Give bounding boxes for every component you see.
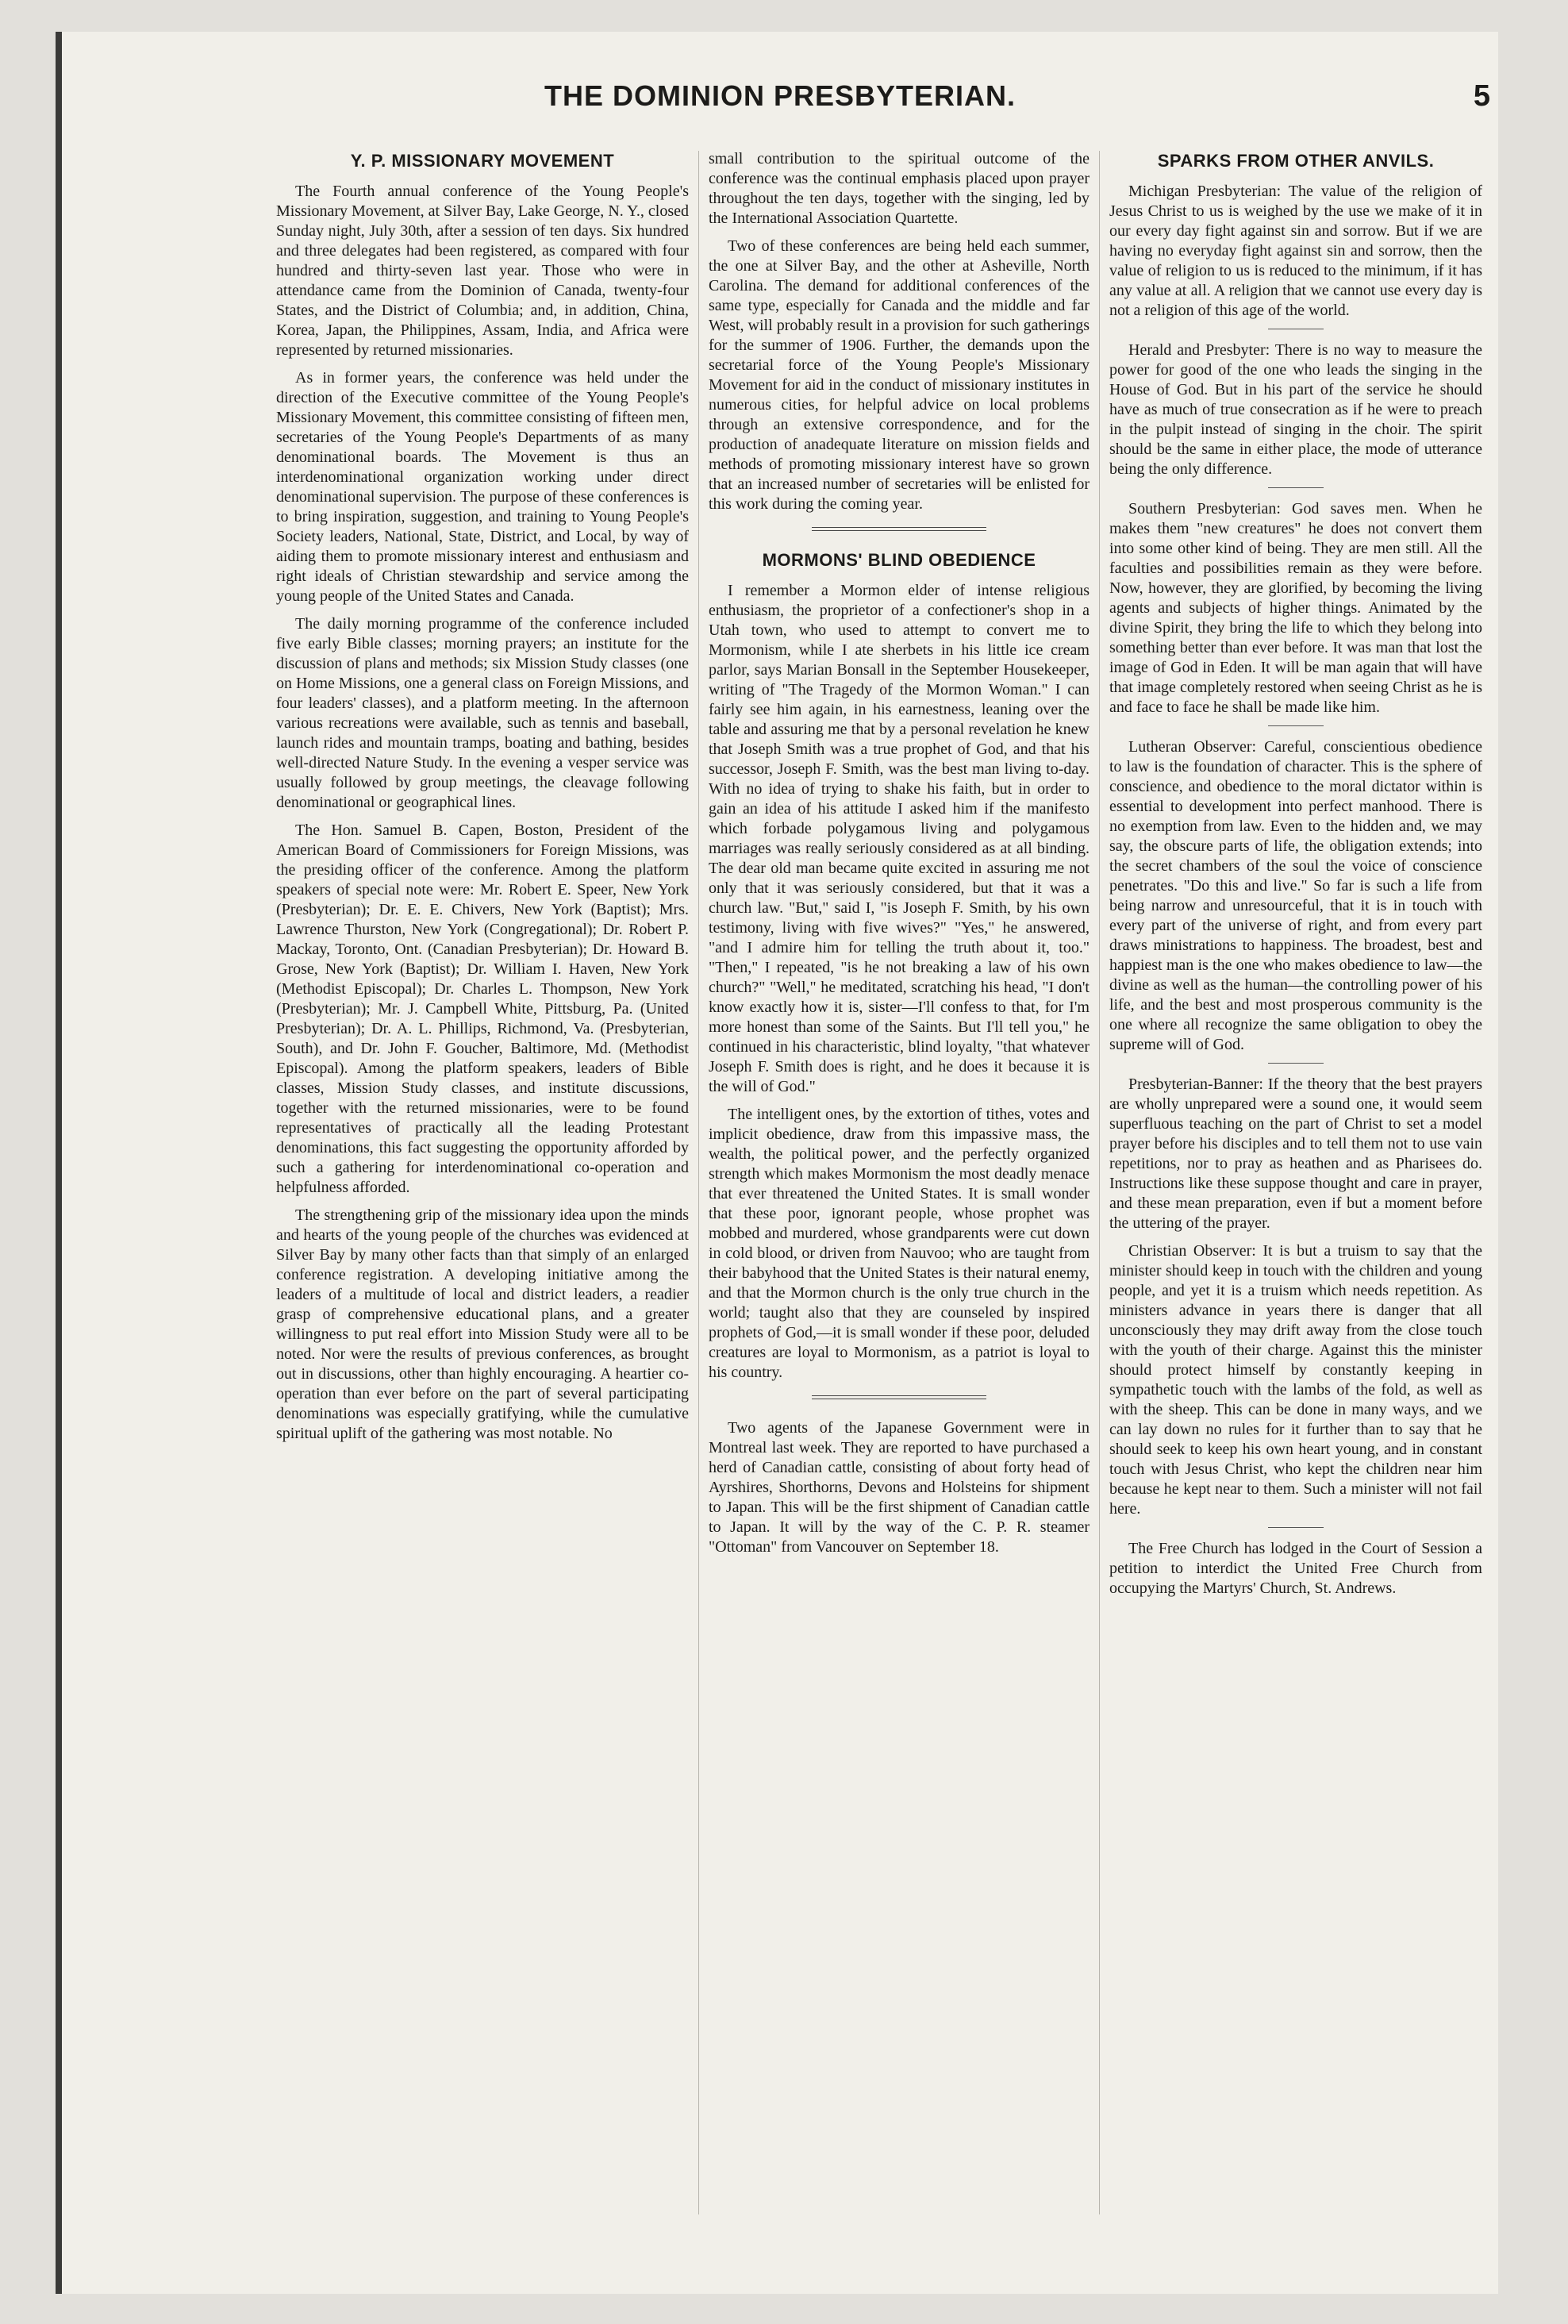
short-divider <box>1268 725 1324 726</box>
article-heading-sparks: SPARKS FROM OTHER ANVILS. <box>1157 151 1435 171</box>
short-divider <box>1268 487 1324 488</box>
column-2 <box>709 149 1090 2276</box>
news-item: Two agents of the Japanese Government were in Montreal last week. They are reported to have purchased a herd of Canadian cattle, consisting of about forty head of Ayrshires, Shorthorns, Devons and Holsteins for shipment to Japan. This will be the first shipment of Canadian cattle to Japan. It will by the way of the C. P. R. steamer "Ottoman" from Vancouver on September 18. <box>709 1419 1090 1556</box>
article-paragraph: I remember a Mormon elder of intense religious enthusiasm, the proprietor of a confectioner's shop in a Utah town, who used to attempt to convert me to Mormonism, while I ate sherbets in his little ice cream parlor, says Marian Bonsall in the September Housekeeper, writing of "The Tragedy of the Mormon Woman." I can fairly see him again, in his earnestness, leaning over the table and assuring me that by a personal revelation he knew that Joseph Smith was a true prophet of God, and that his successor, Joseph F. Smith, was the best man living to-day. With no idea of trying to shake his faith, but in order to gain an idea of his attitude I asked him if the manifesto which forbade polygamous living and polygamous marriages was really seriously considered as at all binding. The dear old man became quite excited in assuring me not only that it was seriously considered, but that it was a church law. "But," said I, "is Joseph F. Smith, by his own testimony, living with five wives?" "Yes," he answered, "and I admire him for telling the truth about it, too." "Then," I repeated, "is he not breaking a law of his own church?" "Well," he meditated, scratching his head, "I don't know exactly how it is, sister—I'll confess to that, for I'm more honest than some of the Saints. But I'll tell you," he continued in his characteristic, blind loyalty, "that whatever Joseph F. Smith does is right, and he does it because it is the will of God." <box>709 582 1090 1095</box>
article-paragraph: As in former years, the conference was held under the direction of the Executive committee of the Young People's Missionary Movement, this committee consisting of fifteen men, secretaries of the Young People's Departments of as many denominational boards. The Movement is thus an interdenominational organization working under direct denominational supervision. The purpose of these conferences is to bring inspiration, suggestion, and training to Young People's Society leaders, National, State, District, and Local, by way of aiding them to promote missionary interest and enthusiasm and right ideals of Christian stewardship and service among the young people of the United States and Canada. <box>276 369 689 605</box>
newspaper-page <box>56 32 1498 2294</box>
section-divider <box>812 1395 986 1399</box>
article-paragraph: The strengthening grip of the missionary idea upon the minds and hearts of the young people of the churches was evidenced at Silver Bay by many other facts than that simply of an enlarged conference registration. A developing initiative among the leaders of a multitude of local and district leaders, a readier grasp of comprehensive educational plans, and a greater willingness to put real effort into Mission Study were all to be noted. Nor were the results of previous conferences, as brought out in discussions, other than highly encouraging. A heartier co-operation than ever before on the part of several participating denominations was especially gratifying, while the cumulative spiritual uplift of the gathering was most notable. No <box>276 1206 689 1442</box>
page-number: 5 <box>1473 79 1490 113</box>
article-paragraph: The Fourth annual conference of the Young People's Missionary Movement, at Silver Bay, Lake George, N. Y., closed Sunday night, July 30th, after a session of ten days. Six hundred and three delegates had been registered, as compared with four hundred and thirty-seven last year. Those who were in attendance came from the Dominion of Canada, twenty-four States, and the District of Columbia; and, in addition, China, Korea, Japan, the Philippines, Assam, India, and Africa were represented by returned missionaries. <box>276 183 689 359</box>
quote-paragraph: Christian Observer: It is but a truism to say that the minister should keep in touch with the children and young people, and yet it is a truism which needs repetition. As ministers advance in years there is danger that all unconsciously they may drift away from the close touch with the youth of their charge. Against this the minister should protect himself by constantly keeping in sympathetic touch with the lambs of the fold, as well as with the sheep. This can be done in many ways, and we can lay down no rules for it further than to say that he should seek to keep his own heart young, and in constant touch with Jesus Christ, who kept the children near him because he kept near to them. Such a minister will not fail here. <box>1109 1242 1482 1518</box>
article-paragraph: The daily morning programme of the conference included five early Bible classes; morning prayers; an institute for the discussion of plans and methods; six Mission Study classes (one on Home Missions, one a general class on Foreign Missions, and four leaders' classes), and a platform meeting. In the afternoon various recreations were available, such as tennis and baseball, launch rides and mountain tramps, boating and bathing, besides well-directed Nature Study. In the evening a vesper service was usually followed by group meetings, the cleavage following denominational or geographical lines. <box>276 615 689 811</box>
section-divider <box>812 527 986 531</box>
column-rule <box>698 151 699 2214</box>
quote-paragraph: Southern Presbyterian: God saves men. When he makes them "new creatures" he does not convert them into some other kind of being. They are men still. All the faculties and possibilities remain as they were before. Now, however, they are glorified, by becoming the living agents and subjects of higher things. Animated by the divine Spirit, they bring the life to which they belong into something better than ever before. It was man that lost the image of God in Eden. It will be man again that will have that image completely restored when seeing Christ as he is and face to face he shall be made like him. <box>1109 500 1482 716</box>
article-paragraph: Two of these conferences are being held each summer, the one at Silver Bay, and the other at Asheville, North Carolina. The demand for additional conferences of the same type, especially for Canada and the middle and far West, will probably result in a provision for such gatherings for the summer of 1906. Further, the demands upon the secretarial force of the Young People's Missionary Movement for aid in the conduct of missionary institutes in numerous cities, for helpful advice on local problems through an extensive correspondence, and for the production of anadequate literature on mission fields and methods of promoting missionary interest have so grown that an increased number of secretaries will be enlisted for this work during the coming year. <box>709 237 1090 513</box>
short-divider <box>1268 1527 1324 1528</box>
quote-paragraph: Herald and Presbyter: There is no way to measure the power for good of the one who leads the singing in the House of God. But in his part of the service he should have as much of true consecration as if he were to preach in the pulpit instead of singing in the choir. The spirit should be the same in either place, the mode of utterance being the only difference. <box>1109 341 1482 478</box>
quote-paragraph: Lutheran Observer: Careful, conscientious obedience to law is the foundation of character. This is the sphere of conscience, and obedience to the moral dictator within is essential to development into perfect manhood. There is no exemption from law. Even to the hidden and, we may say, the obscure parts of life, the obligation extends; into the secret chambers of the soul the voice of conscience penetrates. "Do this and live." So far is such a life from being narrow and unresourceful, that it is in touch with every part of the universe of right, and from every part draws ministrations to happiness. The broadest, best and happiest man is the one who makes obedience to law—the divine as well as the human—the controlling power of his life, and the best and most prosperous community is the one where all recognize the same obligation to obey the supreme will of God. <box>1109 738 1482 1053</box>
newspaper-title: THE DOMINION PRESBYTERIAN. <box>544 79 1017 112</box>
masthead <box>62 79 1498 135</box>
article-heading-mormons: MORMONS' BLIND OBEDIENCE <box>762 550 1036 570</box>
article-paragraph: The Hon. Samuel B. Capen, Boston, President of the American Board of Commissioners for Foreign Missions, was the presiding officer of the conference. Among the platform speakers of special note were: Mr. Robert E. Speer, New York (Presbyterian); Dr. E. E. Chivers, New York (Baptist); Mrs. Lawrence Thurston, New York (Congregational); Dr. Robert P. Mackay, Toronto, Ont. (Canadian Presbyterian); Dr. Howard B. Grose, New York (Baptist); Dr. William I. Haven, New York (Methodist Episcopal); Dr. Charles L. Thompson, New York (Presbyterian); Mr. J. Campbell White, Pittsburg, Pa. (United Presbyterian); Dr. A. L. Phillips, Richmond, Va. (Presbyterian, South), and Dr. John F. Goucher, Baltimore, Md. (Methodist Episcopal). Among the platform speakers, leaders of Bible classes, Mission Study classes, and institute discussions, together with the returned missionaries, were to be found representatives of practically all the leading Protestant denominations, this fact suggesting the opportunity afforded by such a gathering for interdenominational co-operation and helpfulness afforded. <box>276 821 689 1196</box>
article-heading-missionary-movement: Y. P. MISSIONARY MOVEMENT <box>350 151 615 171</box>
article-paragraph: small contribution to the spiritual outcome of the conference was the continual emphasis placed upon prayer throughout the ten days, together with the singing, led by the International Association Quartette. <box>709 150 1090 227</box>
column-rule <box>1099 151 1100 2214</box>
quote-paragraph: Michigan Presbyterian: The value of the religion of Jesus Christ to us is weighed by the use we make of it in our every day fight against sin and sorrow. But if we are having no everyday fight against sin and sorrow, then the value of religion to us is reduced to the minimum, if it has any value at all. A religion that we cannot use every day is not a religion of this age of the world. <box>1109 183 1482 319</box>
column-3 <box>1109 149 1482 2276</box>
column-1 <box>276 149 689 2276</box>
short-divider <box>1268 1063 1324 1064</box>
news-item: The Free Church has lodged in the Court of Session a petition to interdict the United Free Church from occupying the Martyrs' Church, St. Andrews. <box>1109 1540 1482 1597</box>
quote-paragraph: Presbyterian-Banner: If the theory that the best prayers are wholly unprepared were a sound one, it would seem superfluous teaching on the part of Christ to set a model prayer before his disciples and to tell them not to use vain repetitions, nor to pray as heathen and as Pharisees do. Instructions like these suppose thought and care in prayer, and these mean preparation, even if but a moment before the uttering of the prayer. <box>1109 1075 1482 1232</box>
article-paragraph: The intelligent ones, by the extortion of tithes, votes and implicit obedience, draw from this impassive mass, the wealth, the political power, and the perfectly organized strength which makes Mormonism the most deadly menace that ever threatened the United States. It is small wonder that these poor, ignorant people, whose prophet was mobbed and murdered, whose grandparents were cut down in cold blood, or driven from Nauvoo; who are taught from their babyhood that the United States is their natural enemy, and that the Mormon church is the only true church in the world; taught also that they are counseled by inspired prophets of God,—it is small wonder if these poor, deluded creatures are loyal to Mormonism, as a patriot is loyal to his country. <box>709 1106 1090 1381</box>
